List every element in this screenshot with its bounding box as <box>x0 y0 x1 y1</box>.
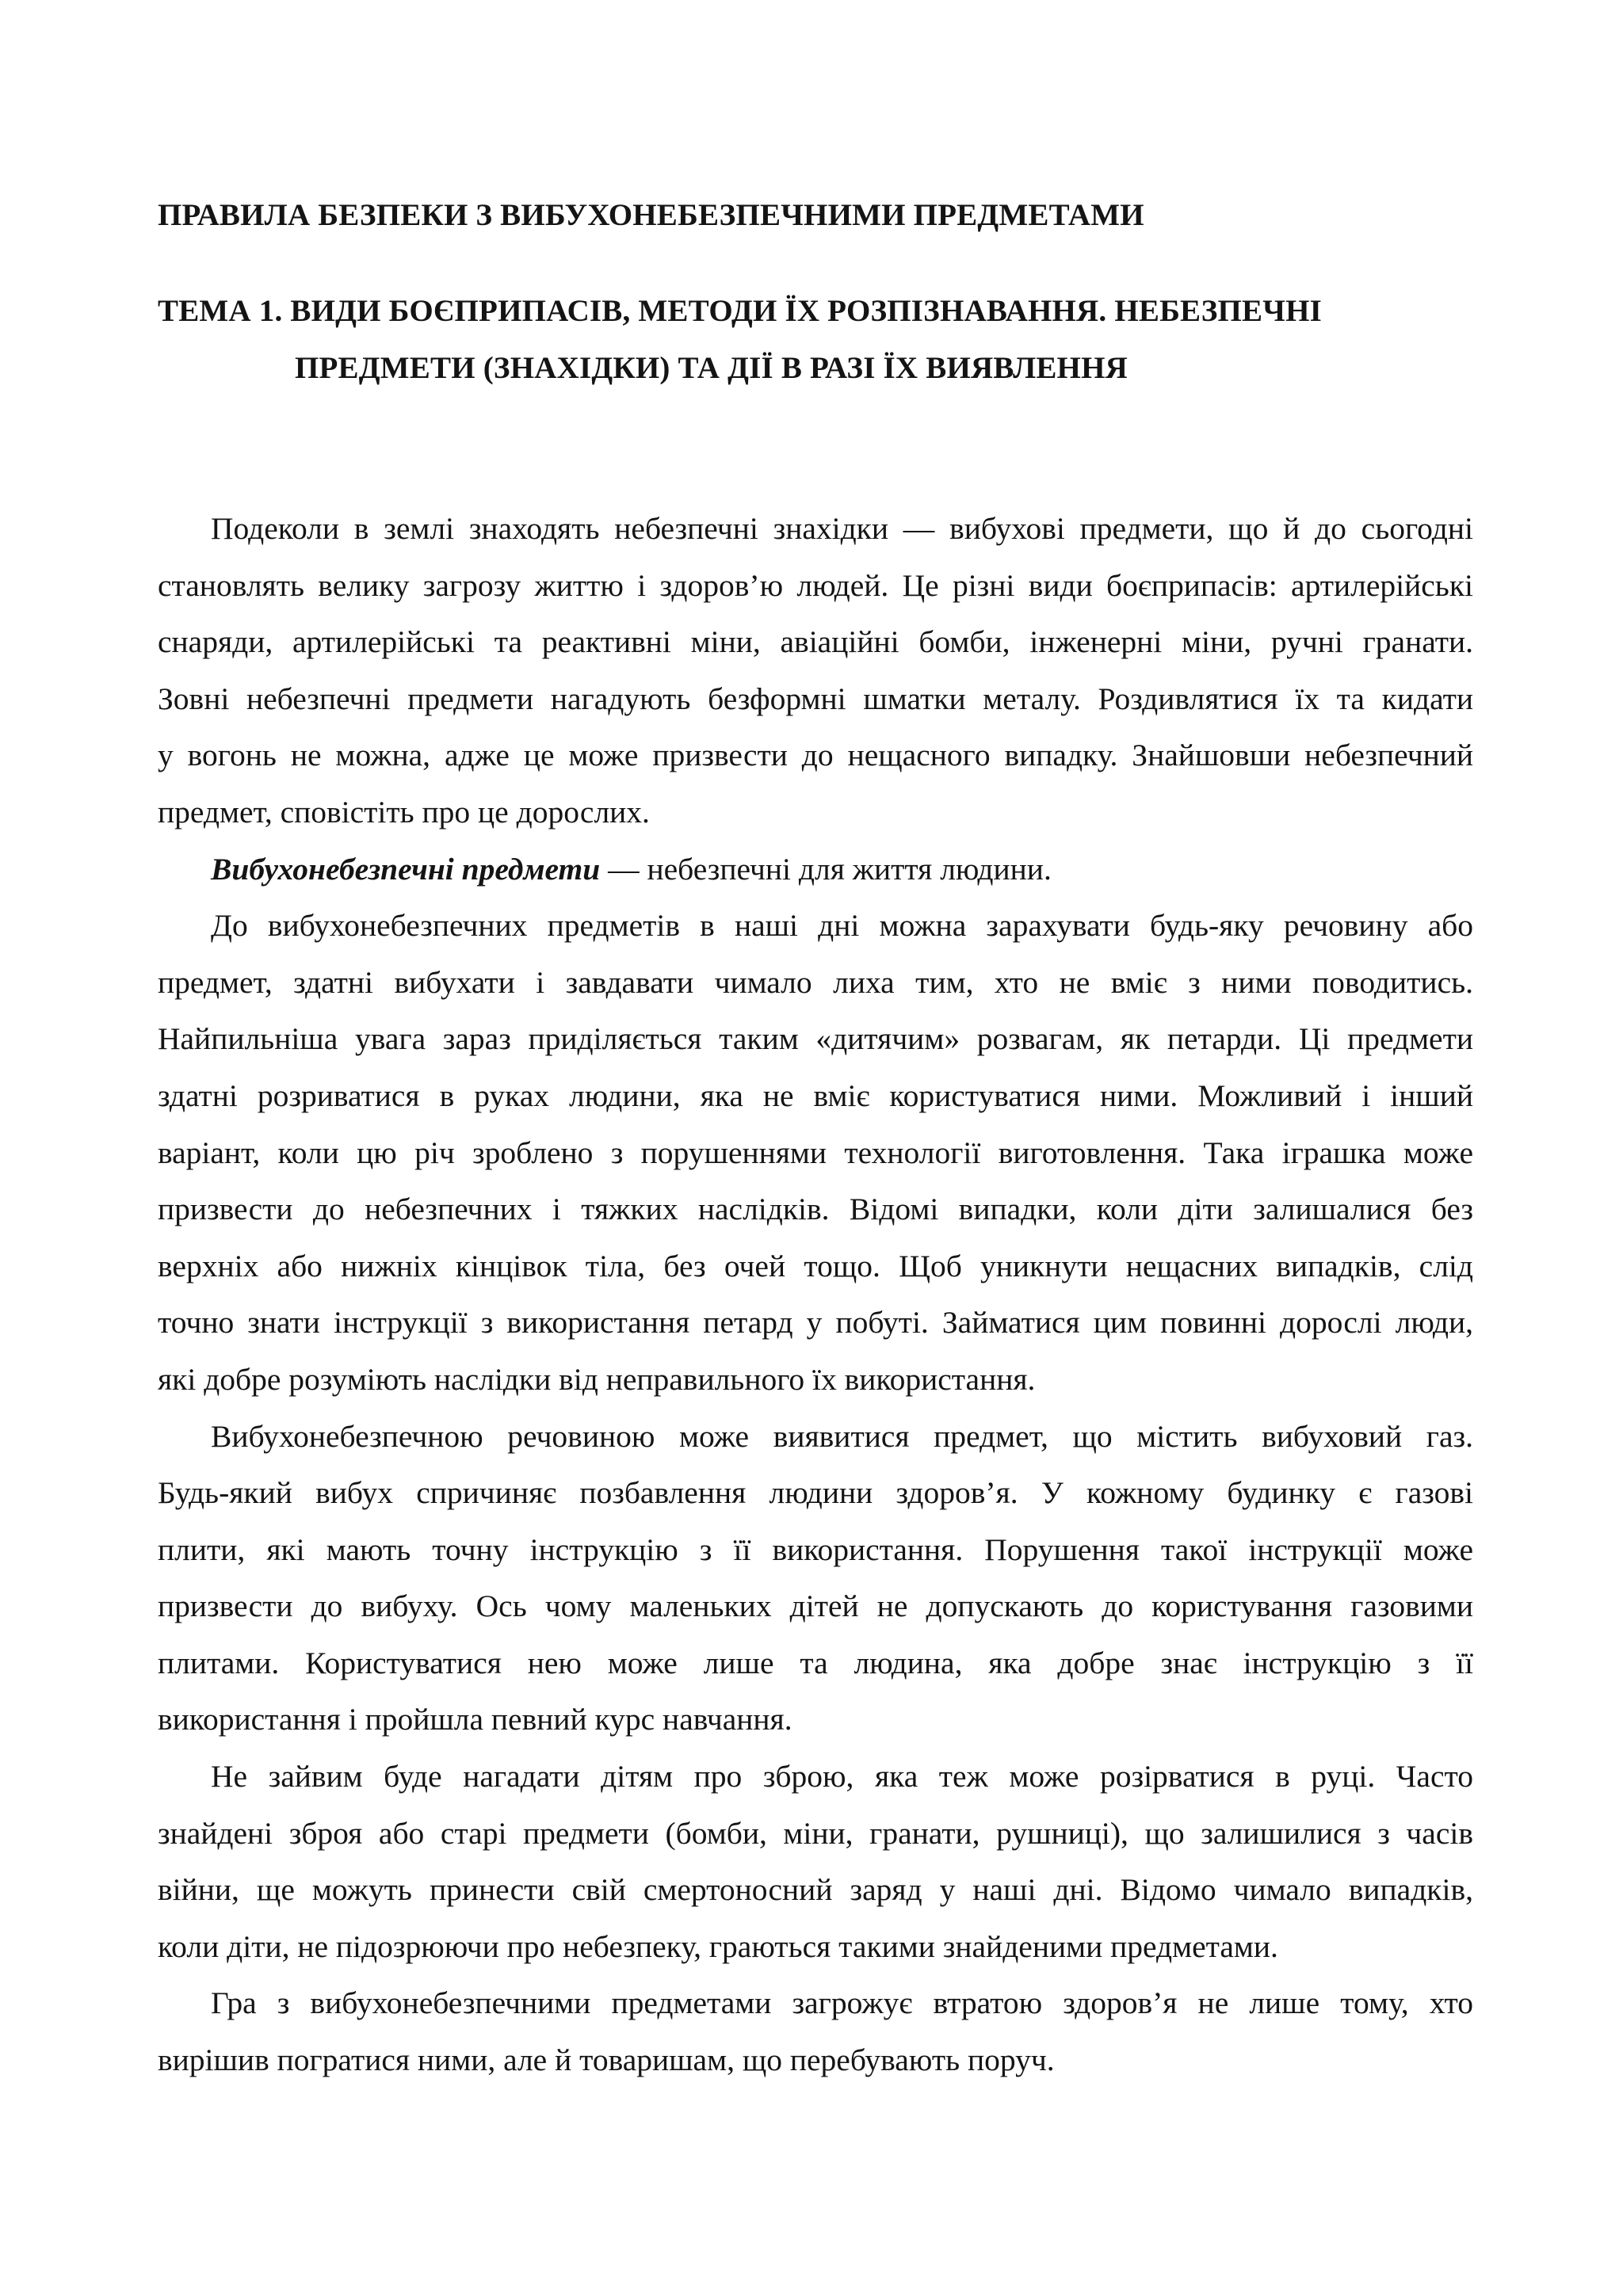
text-line: верхніх або нижніх кінцівок тіла, без очей тощо. Щоб уникнути нещасних випадків, слід <box>158 1248 1473 1283</box>
text-line: які добре розуміють наслідки від неправильного їх використання. <box>158 1361 1036 1397</box>
text-line: становлять велику загрозу життю і здоров’ю людей. Це різні види боєприпасів: артилерійські <box>158 567 1473 603</box>
text-line: предмет, сповістіть про це дорослих. <box>158 794 650 830</box>
text-line: війни, ще можуть принести свій смертоносний заряд у наші дні. Відомо чимало випадків, <box>158 1872 1473 1908</box>
text-line: призвести до вибуху. Ось чому маленьких дітей не допускають до користування газовими <box>158 1589 1473 1624</box>
text-line: варіант, коли цю річ зроблено з порушеннями технології виготовлення. Така іграшка може <box>158 1135 1473 1170</box>
text-line: До вибухонебезпечних предметів в наші дні можна зарахувати будь-яку речовину або <box>211 908 1473 944</box>
text-line: плитами. Користуватися нею може лише та людина, яка добре знає інструкцію з її <box>158 1645 1473 1680</box>
text-line: Гра з вибухонебезпечними предметами загрожує втратою здоров’я не лише тому, хто <box>211 1985 1473 2021</box>
text-line: снаряди, артилерійські та реактивні міни, авіаційні бомби, інженерні міни, ручні гранати. <box>158 624 1473 660</box>
text-line: точно знати інструкції з використання петард у побуті. Займатися цим повинні дорослі люди, <box>158 1305 1473 1341</box>
topic-heading-line-2: ПРЕДМЕТИ (ЗНАХІДКИ) ТА ДІЇ В РАЗІ ЇХ ВИЯВЛЕННЯ <box>295 351 1128 385</box>
text-line: Зовні небезпечні предмети нагадують безформні шматки металу. Роздивлятися їх та кидати <box>158 681 1473 716</box>
paragraph-5 <box>158 1749 1473 1975</box>
defined-term: Вибухонебезпечні предмети <box>211 851 601 887</box>
text-line: здатні розриватися в руках людини, яка не вміє користуватися ними. Можливий і інший <box>158 1077 1473 1113</box>
text-line: вирішив погратися ними, але й товаришам, що перебувають поруч. <box>158 2042 1055 2078</box>
text-line: використання і пройшла певний курс навчання. <box>158 1702 792 1737</box>
text-line: Не зайвим буде нагадати дітям про зброю, яка теж може розірватися в руці. Часто <box>211 1759 1473 1794</box>
text-line: предмет, здатні вибухати і завдавати чимало лиха тим, хто не вміє з ними поводитись. <box>158 964 1473 1000</box>
paragraph-1 <box>158 501 1473 841</box>
paragraph-4 <box>158 1409 1473 1749</box>
text-line: знайдені зброя або старі предмети (бомби, міни, гранати, рушниці), що залишилися з часів <box>158 1815 1473 1851</box>
topic-heading-line-1: ТЕМА 1. ВИДИ БОЄПРИПАСІВ, МЕТОДИ ЇХ РОЗПІЗНАВАННЯ. НЕБЕЗПЕЧНІ <box>158 294 1323 328</box>
text-line: Вибухонебезпечною речовиною може виявитися предмет, що містить вибуховий газ. <box>211 1418 1473 1454</box>
document-title: ПРАВИЛА БЕЗПЕКИ З ВИБУХОНЕБЕЗПЕЧНИМИ ПРЕДМЕТАМИ <box>158 198 1144 232</box>
text-line: коли діти, не підозрюючи про небезпеку, граються такими знайденими предметами. <box>158 1928 1278 1964</box>
paragraph-2-definition <box>158 841 1473 898</box>
paragraph-6 <box>158 1975 1473 2088</box>
text-line: Подеколи в землі знаходять небезпечні знахідки — вибухові предмети, що й до сьогодні <box>211 511 1473 546</box>
text-line: Будь-який вибух спричиняє позбавлення людини здоров’я. У кожному будинку є газові <box>158 1475 1473 1511</box>
paragraph-3 <box>158 898 1473 1408</box>
body-text <box>158 501 1473 2089</box>
text-line: призвести до небезпечних і тяжких наслідків. Відомі випадки, коли діти залишалися без <box>158 1192 1473 1227</box>
text-line <box>158 841 1473 898</box>
text-line: у вогонь не можна, адже це може призвести до нещасного випадку. Знайшовши небезпечний <box>158 738 1473 773</box>
text-line: Найпильніша увага зараз приділяється таким «дитячим» розвагам, як петарди. Ці предмети <box>158 1021 1473 1057</box>
definition-text: — небезпечні для життя людини. <box>600 851 1052 887</box>
text-line: плити, які мають точну інструкцію з її використання. Порушення такої інструкції може <box>158 1531 1473 1567</box>
